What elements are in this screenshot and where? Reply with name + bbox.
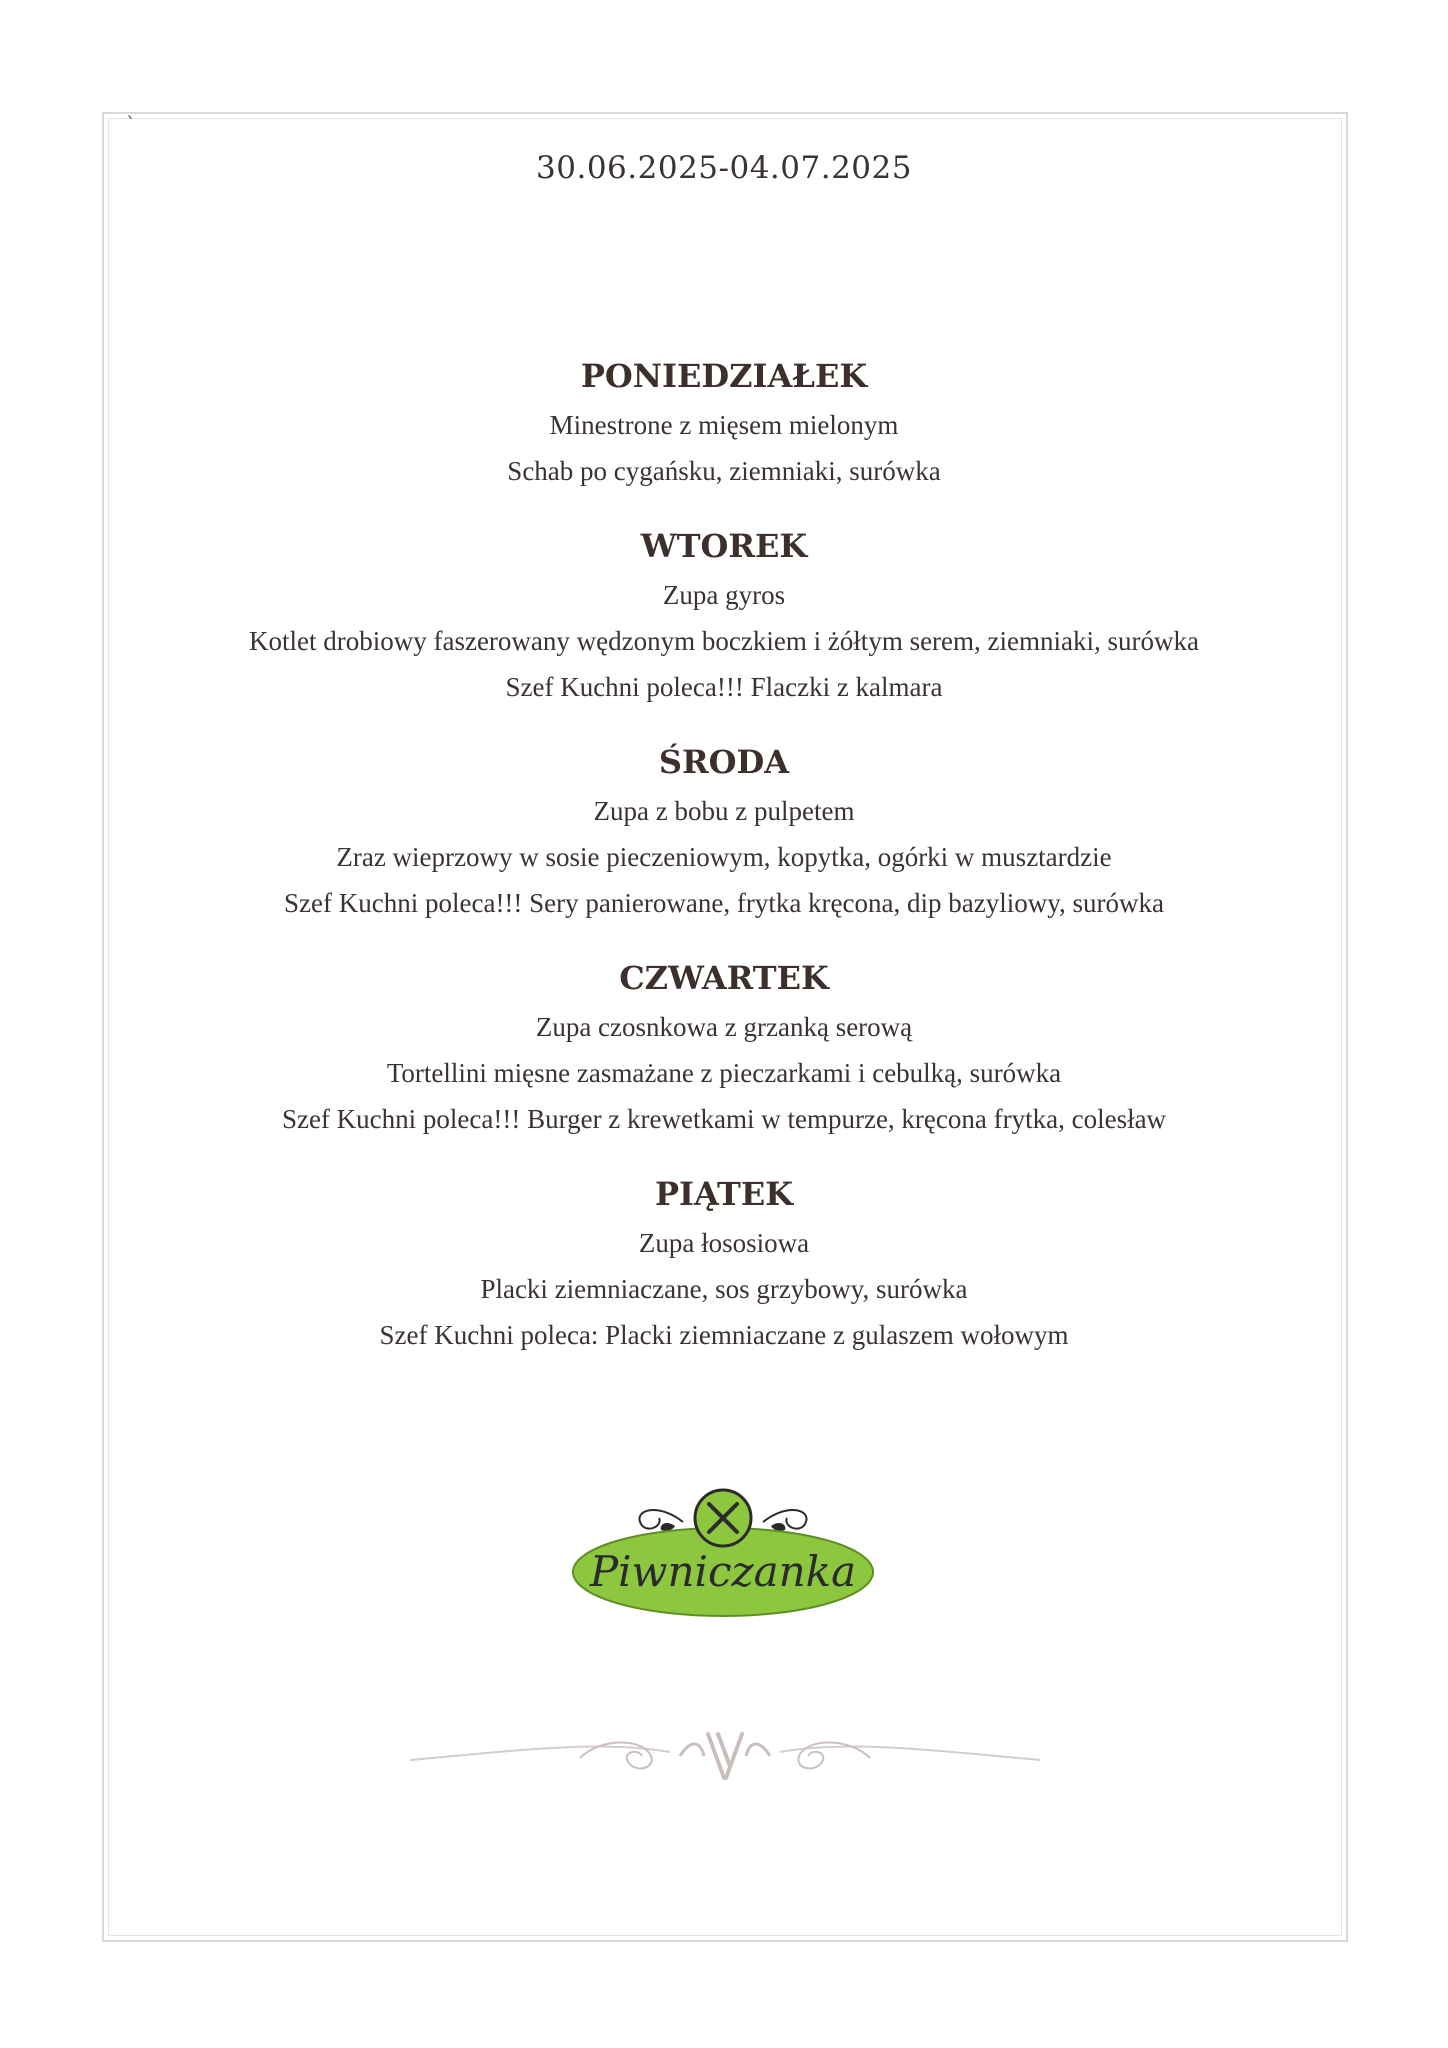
logo-text: Piwniczanka <box>589 1547 857 1596</box>
dish-item: Kotlet drobiowy faszerowany wędzonym boczkiem i żółtym serem, ziemniaki, surówka <box>249 626 1199 656</box>
dish-item: Tortellini mięsne zasmażane z pieczarkami i cebulką, surówka <box>386 1058 1062 1088</box>
date-range: 30.06.2025-04.07.2025 <box>536 150 912 186</box>
day-friday <box>0 1168 1448 1358</box>
day-title: PIĄTEK <box>654 1175 794 1213</box>
dish-item: Zupa gyros <box>662 580 786 610</box>
dish-item: Szef Kuchni poleca!!! Sery panierowane, frytka kręcona, dip bazyliowy, surówka <box>284 888 1164 918</box>
day-title: ŚRODA <box>658 743 790 781</box>
dish-item: Szef Kuchni poleca!!! Flaczki z kalmara <box>505 672 943 702</box>
logo-curl-left <box>639 1510 683 1529</box>
dish-item: Zupa z bobu z pulpetem <box>593 796 855 826</box>
weekly-menu <box>0 350 1448 1384</box>
dish-item: Minestrone z mięsem mielonym <box>549 410 899 440</box>
ornament-cutlery-icon <box>708 1734 742 1778</box>
dish-item: Placki ziemniaczane, sos grzybowy, surówka <box>480 1274 968 1304</box>
dish-item: Schab po cygańsku, ziemniaki, surówka <box>507 456 941 486</box>
dish-item: Zraz wieprzowy w sosie pieczeniowym, kopytka, ogórki w musztardzie <box>336 842 1112 872</box>
dish-item: Zupa czosnkowa z grzanką serową <box>535 1012 913 1042</box>
day-title: CZWARTEK <box>619 959 829 997</box>
day-wednesday <box>0 736 1448 926</box>
dish-item: Szef Kuchni poleca: Placki ziemniaczane z gulaszem wołowym <box>379 1320 1069 1350</box>
logo-curl-right <box>763 1510 807 1529</box>
cutlery-flourish-ornament <box>400 1720 1050 1790</box>
dish-item: Zupa łososiowa <box>638 1228 810 1258</box>
corner-mark: ` <box>126 112 136 136</box>
day-tuesday <box>0 520 1448 710</box>
day-thursday <box>0 952 1448 1142</box>
day-title: WTOREK <box>640 527 808 565</box>
day-title: PONIEDZIAŁEK <box>580 357 868 395</box>
piwniczanka-logo <box>563 1480 883 1620</box>
day-monday <box>0 350 1448 494</box>
dish-item: Szef Kuchni poleca!!! Burger z krewetkami w tempurze, kręcona frytka, colesław <box>281 1104 1167 1134</box>
